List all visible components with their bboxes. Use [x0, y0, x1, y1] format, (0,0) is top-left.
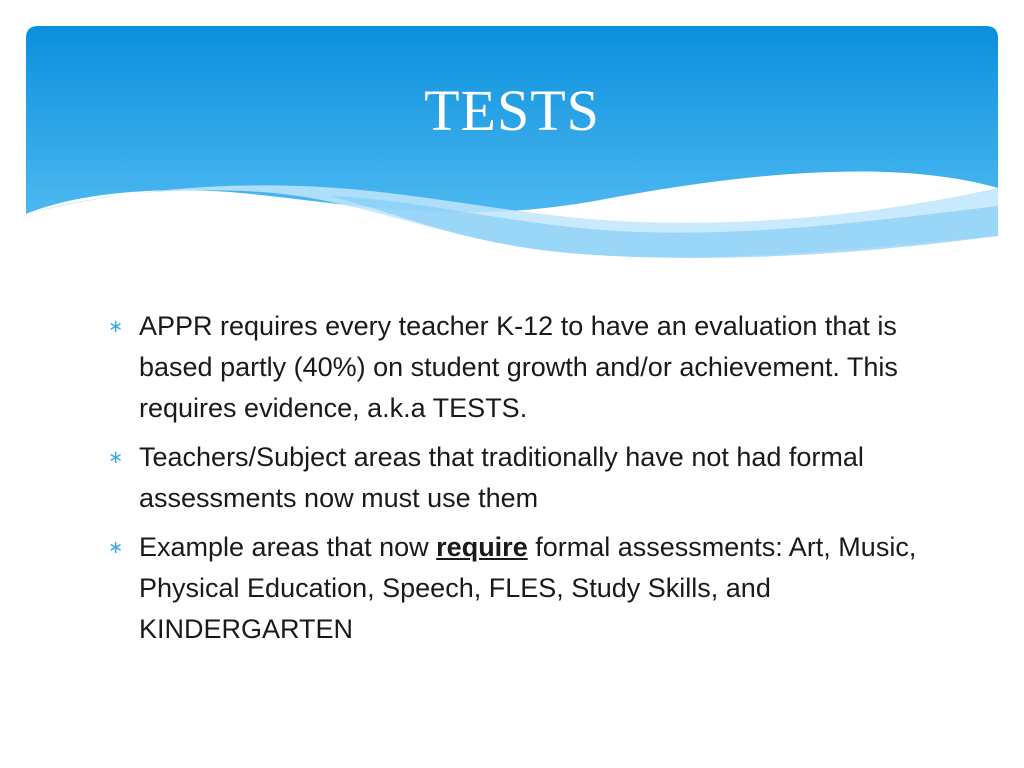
header-wave-background [0, 0, 1024, 300]
bullet-item-1 [104, 306, 924, 429]
bullet-text-2: Teachers/Subject areas that traditionally have not had formal assessments now must use them [139, 442, 864, 513]
bullet-list [104, 306, 924, 658]
bullet-asterisk-icon: ∗ [108, 316, 124, 336]
bullet-text-3-after: formal assessments: Art, Music, Physical Education, Speech, FLES, Study Skills, and KINDERGARTEN [139, 532, 917, 644]
bullet-item-2 [104, 437, 924, 519]
bullet-asterisk-icon: ∗ [108, 447, 124, 467]
bullet-text-3-before: Example areas that now [139, 532, 437, 562]
bullet-item-3 [104, 527, 924, 650]
slide-title: TESTS [424, 78, 600, 143]
bullet-emphasis-require: require [436, 532, 528, 562]
bullet-asterisk-icon: ∗ [108, 537, 124, 557]
bullet-text-1: APPR requires every teacher K-12 to have an evaluation that is based partly (40%) on student growth and/or achievement. This requires evidence, a.k.a TESTS. [139, 311, 898, 423]
